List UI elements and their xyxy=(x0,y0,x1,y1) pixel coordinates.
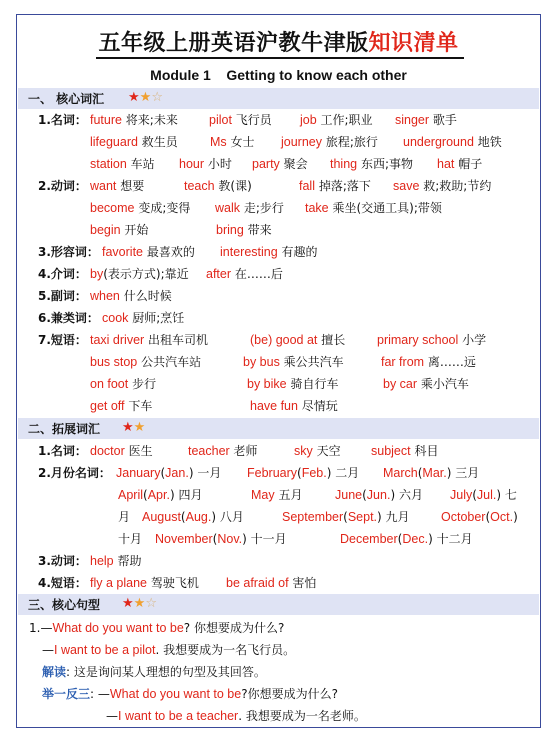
chinese-meaning: 一月 xyxy=(197,466,222,480)
page-title xyxy=(0,26,557,57)
star-full-icon: ★ xyxy=(122,596,134,611)
vocab-entry: March(Mar.) 三月 xyxy=(383,466,480,480)
vocab-entry: June(Jun.) 六月 xyxy=(335,488,423,502)
english-term: get off xyxy=(90,399,125,413)
vocab-entry xyxy=(226,573,316,593)
english-term: by bus xyxy=(243,355,280,369)
vocab-entry xyxy=(179,154,232,174)
chinese-meaning: 十月 xyxy=(118,532,143,546)
chinese-meaning: 小学 xyxy=(462,333,487,347)
chinese-meaning: : — xyxy=(90,687,110,701)
english-term: Mar. xyxy=(422,466,447,480)
english-term: September xyxy=(282,510,344,524)
chinese-meaning: 旅程;旅行 xyxy=(325,135,378,149)
english-term: January xyxy=(116,466,161,480)
chinese-meaning: — xyxy=(106,709,118,723)
vocab-entry xyxy=(377,330,486,350)
english-term: bring xyxy=(216,223,244,237)
english-term: party xyxy=(252,157,280,171)
nouns-row-1 xyxy=(38,110,538,130)
vocab-entry xyxy=(247,374,338,394)
english-term: Dec. xyxy=(402,532,429,546)
chinese-meaning: 走;步行 xyxy=(243,201,284,215)
chinese-meaning: 女士 xyxy=(230,135,255,149)
text-span: 知识清单 xyxy=(368,31,459,56)
english-term: Aug. xyxy=(185,510,212,524)
module-heading: Module 1 Getting to know each other xyxy=(150,67,407,83)
chinese-meaning: ? 你想要成为什么? xyxy=(183,621,285,635)
english-term: begin xyxy=(90,223,121,237)
english-term: by car xyxy=(383,377,418,391)
english-term: singer xyxy=(395,113,430,127)
rating-stars xyxy=(128,90,163,105)
chinese-meaning: 六月 xyxy=(398,488,423,502)
vocab-entry xyxy=(90,264,189,284)
category-label: 3.形容词： xyxy=(38,245,99,259)
section-2-header xyxy=(18,418,539,439)
vocab-entry xyxy=(393,176,491,196)
vocab-entry xyxy=(381,352,476,372)
multi-class-row xyxy=(38,308,538,328)
english-term: What do you want to be xyxy=(52,621,184,635)
vocab-entry: November(Nov.) 十一月 xyxy=(155,532,287,546)
vocab-entry: December(Dec.) 十二月 xyxy=(340,532,473,546)
phrases-row-1 xyxy=(38,330,538,350)
chinese-meaning: 带来 xyxy=(247,223,272,237)
vocab-entry xyxy=(383,374,469,394)
english-term: March xyxy=(383,466,418,480)
english-term: Apr. xyxy=(147,488,170,502)
english-term: future xyxy=(90,113,122,127)
category-label: 5.副词： xyxy=(38,289,87,303)
english-term: August xyxy=(142,510,181,524)
vocab-entry: October(Oct.) xyxy=(441,510,518,524)
chinese-meaning: 骑自行车 xyxy=(290,377,339,391)
star-half-icon: ★ xyxy=(139,90,152,105)
english-term: journey xyxy=(281,135,322,149)
vocab-entry xyxy=(118,507,130,527)
ext-phrases-row xyxy=(38,573,538,593)
chinese-meaning: 三月 xyxy=(455,466,480,480)
example-question xyxy=(42,684,542,704)
english-term: interesting xyxy=(220,245,278,259)
verbs-row-3 xyxy=(38,220,538,240)
vocab-entry xyxy=(243,352,344,372)
english-term: Jan. xyxy=(165,466,189,480)
phrases-row-3 xyxy=(38,374,538,394)
english-term: doctor xyxy=(90,444,125,458)
chinese-meaning: 掉落;落下 xyxy=(318,179,371,193)
vocab-entry xyxy=(300,110,373,130)
english-term: teach xyxy=(184,179,215,193)
english-term: primary school xyxy=(377,333,459,347)
english-term: favorite xyxy=(102,245,143,259)
chinese-meaning: . 我想要成为一名飞行员。 xyxy=(155,643,296,657)
english-term: hour xyxy=(179,157,205,171)
category-label: 1.名词： xyxy=(38,113,87,127)
english-term: bus stop xyxy=(90,355,138,369)
english-term: fall xyxy=(299,179,315,193)
vocab-entry xyxy=(102,308,184,328)
english-term: sky xyxy=(294,444,313,458)
chinese-meaning: 公共汽车站 xyxy=(141,355,202,369)
chinese-meaning: 天空 xyxy=(316,444,341,458)
english-term: station xyxy=(90,157,127,171)
section-1-header xyxy=(18,88,539,109)
english-term: want xyxy=(90,179,117,193)
chinese-meaning: 教(课) xyxy=(218,179,252,193)
vocab-entry: April(Apr.) 四月 xyxy=(118,488,203,502)
title-underline xyxy=(96,57,464,59)
chinese-meaning: ?你想要成为什么? xyxy=(241,687,338,701)
english-term: December xyxy=(340,532,398,546)
vocab-entry xyxy=(215,198,284,218)
english-term: taxi driver xyxy=(90,333,145,347)
chinese-meaning: 歌手 xyxy=(432,113,457,127)
vocab-entry xyxy=(188,441,258,461)
verbs-row-1 xyxy=(38,176,538,196)
english-term: help xyxy=(90,554,114,568)
english-term: teacher xyxy=(188,444,230,458)
chinese-meaning: 出租车司机 xyxy=(148,333,209,347)
chinese-meaning: 地铁 xyxy=(477,135,502,149)
chinese-meaning: 车站 xyxy=(130,157,155,171)
vocab-entry: July(Jul.) 七 xyxy=(450,488,517,502)
english-term: underground xyxy=(403,135,474,149)
vocab-entry xyxy=(330,154,413,174)
category-label: 2.月份名词： xyxy=(38,466,111,480)
nouns-row-3 xyxy=(38,154,538,174)
section-title: 二、拓展词汇 xyxy=(28,422,101,436)
vocab-entry xyxy=(90,396,152,416)
chinese-meaning: 最喜欢的 xyxy=(146,245,195,259)
chinese-meaning: 将来;未来 xyxy=(125,113,178,127)
chinese-meaning: 变成;变得 xyxy=(138,201,191,215)
chinese-meaning: 害怕 xyxy=(292,576,317,590)
chinese-meaning: 十一月 xyxy=(250,532,287,546)
nouns-row-2 xyxy=(38,132,538,152)
chinese-meaning: : 这是询问某人理想的句型及其回答。 xyxy=(66,665,266,679)
star-full-icon: ★ xyxy=(122,420,134,435)
category-label: 2.动词： xyxy=(38,179,87,193)
english-term: February xyxy=(247,466,298,480)
chinese-meaning: 离……远 xyxy=(427,355,476,369)
vocab-entry xyxy=(210,132,255,152)
chinese-meaning: 九月 xyxy=(385,510,410,524)
english-term: I want to be a pilot xyxy=(54,643,156,657)
chinese-meaning: 有趣的 xyxy=(281,245,318,259)
english-term: job xyxy=(300,113,317,127)
vocab-entry: September(Sept.) 九月 xyxy=(282,510,410,524)
category-label: 7.短语： xyxy=(38,333,87,347)
star-half-icon: ★ xyxy=(133,420,146,435)
star-full-icon: ★ xyxy=(128,90,140,105)
section-3-header xyxy=(18,594,539,615)
chinese-meaning: 在……后 xyxy=(234,267,283,281)
category-label: 6.兼类词： xyxy=(38,311,99,325)
vocab-entry xyxy=(90,551,141,571)
chinese-meaning: 乘公共汽车 xyxy=(283,355,344,369)
category-label: 4.介词： xyxy=(38,267,87,281)
vocab-entry xyxy=(118,529,142,549)
english-term: take xyxy=(305,201,329,215)
english-term: have fun xyxy=(250,399,298,413)
english-term: October xyxy=(441,510,486,524)
english-term: walk xyxy=(215,201,241,215)
chinese-meaning: 月 xyxy=(118,510,131,524)
phrases-row-2 xyxy=(38,352,538,372)
vocab-entry: February(Feb.) 二月 xyxy=(247,466,360,480)
chinese-meaning: 开始 xyxy=(124,223,149,237)
chinese-meaning: 老师 xyxy=(233,444,258,458)
chinese-meaning: 1.— xyxy=(29,621,53,635)
vocab-entry xyxy=(220,242,318,262)
chinese-meaning: (表示方式);靠近 xyxy=(103,267,189,281)
english-term: become xyxy=(90,201,135,215)
english-term: Nov. xyxy=(217,532,243,546)
months-row-3 xyxy=(38,507,538,527)
category-label: 1.名词： xyxy=(38,444,87,458)
vocab-entry xyxy=(299,176,371,196)
english-term: on foot xyxy=(90,377,129,391)
english-term: subject xyxy=(371,444,411,458)
english-term: hat xyxy=(437,157,455,171)
vocab-entry xyxy=(184,176,252,196)
chinese-meaning: 科目 xyxy=(414,444,439,458)
chinese-meaning: 五月 xyxy=(278,488,303,502)
chinese-meaning: 乘小汽车 xyxy=(420,377,469,391)
chinese-meaning: 聚会 xyxy=(283,157,308,171)
english-term: July xyxy=(450,488,473,502)
vocab-entry xyxy=(90,110,178,130)
vocab-entry xyxy=(90,198,190,218)
vocab-entry xyxy=(250,330,345,350)
note-label: 举一反三 xyxy=(42,687,91,701)
vocab-entry xyxy=(403,132,502,152)
chinese-meaning: 七 xyxy=(504,488,517,502)
english-term: What do you want to be xyxy=(109,687,242,701)
category-label: 3.动词： xyxy=(38,554,87,568)
chinese-meaning: 小时 xyxy=(207,157,232,171)
english-term: by bike xyxy=(247,377,287,391)
chinese-meaning: 十二月 xyxy=(436,532,473,546)
phrases-row-4 xyxy=(38,396,538,416)
chinese-meaning: 擅长 xyxy=(321,333,346,347)
english-term: fly a plane xyxy=(90,576,147,590)
english-term: save xyxy=(393,179,420,193)
vocab-entry xyxy=(90,352,201,372)
english-term: after xyxy=(206,267,232,281)
chinese-meaning: 救;救助;节约 xyxy=(423,179,492,193)
chinese-meaning: 下车 xyxy=(128,399,153,413)
chinese-meaning: 救生员 xyxy=(141,135,178,149)
star-empty-icon: ☆ xyxy=(151,90,163,105)
english-term: November xyxy=(155,532,213,546)
vocab-entry xyxy=(216,220,272,240)
vocab-entry xyxy=(90,220,148,240)
section-title: 一、 核心词汇 xyxy=(28,92,105,106)
english-term: I want to be a teacher xyxy=(118,709,239,723)
example-answer xyxy=(106,706,536,726)
chinese-meaning: 什么时候 xyxy=(123,289,172,303)
chinese-meaning: 帮助 xyxy=(117,554,142,568)
english-term: be afraid of xyxy=(226,576,289,590)
vocab-entry xyxy=(371,441,438,461)
rating-stars xyxy=(122,596,157,611)
english-term: lifeguard xyxy=(90,135,138,149)
chinese-meaning: 工作;职业 xyxy=(320,113,373,127)
sentence-answer xyxy=(42,640,542,660)
vocab-entry xyxy=(206,264,283,284)
note-label: 解读 xyxy=(42,665,67,679)
months-row-4 xyxy=(38,529,538,549)
vocab-entry xyxy=(90,441,153,461)
ext-verbs-row xyxy=(38,551,538,571)
vocab-entry xyxy=(294,441,341,461)
vocab-entry xyxy=(250,396,338,416)
english-term: June xyxy=(335,488,363,502)
english-term: Jul. xyxy=(476,488,497,502)
rating-stars xyxy=(122,420,145,435)
vocab-entry xyxy=(90,330,208,350)
star-empty-icon: ☆ xyxy=(145,596,157,611)
vocab-entry xyxy=(209,110,272,130)
ext-nouns-row xyxy=(38,441,538,461)
adverbs-row xyxy=(38,286,538,306)
vocab-entry xyxy=(251,485,302,505)
prepositions-row xyxy=(38,264,538,284)
explanation xyxy=(42,662,542,682)
english-term: Oct. xyxy=(490,510,514,524)
english-term: Sept. xyxy=(347,510,378,524)
vocab-entry xyxy=(305,198,442,218)
chinese-meaning: 东西;事物 xyxy=(360,157,413,171)
vocab-entry xyxy=(252,154,308,174)
category-label: 4.短语： xyxy=(38,576,87,590)
english-term: far from xyxy=(381,355,425,369)
chinese-meaning: 八月 xyxy=(219,510,244,524)
chinese-meaning: 厨师;烹饪 xyxy=(132,311,185,325)
english-term: Feb. xyxy=(301,466,327,480)
chinese-meaning: 帽子 xyxy=(458,157,483,171)
english-term: by xyxy=(90,267,104,281)
vocab-entry xyxy=(90,132,178,152)
vocab-entry xyxy=(90,374,156,394)
english-term: April xyxy=(118,488,144,502)
vocab-entry xyxy=(395,110,457,130)
text-span: 五年级上册英语沪教牛津版 xyxy=(98,31,369,56)
chinese-meaning: 步行 xyxy=(132,377,157,391)
english-term: (be) good at xyxy=(250,333,318,347)
chinese-meaning: . 我想要成为一名老师。 xyxy=(238,709,366,723)
english-term: when xyxy=(90,289,120,303)
chinese-meaning: 驾驶飞机 xyxy=(150,576,199,590)
months-row-1 xyxy=(38,463,538,483)
chinese-meaning: 乘坐(交通工具);带领 xyxy=(332,201,442,215)
chinese-meaning: 四月 xyxy=(178,488,203,502)
english-term: Jun. xyxy=(366,488,391,502)
chinese-meaning: 尽情玩 xyxy=(301,399,338,413)
vocab-entry: January(Jan.) 一月 xyxy=(116,466,222,480)
chinese-meaning: — xyxy=(42,643,54,657)
english-term: pilot xyxy=(209,113,232,127)
months-row-2 xyxy=(38,485,538,505)
verbs-row-2 xyxy=(38,198,538,218)
chinese-meaning: 医生 xyxy=(128,444,153,458)
english-term: cook xyxy=(102,311,129,325)
vocab-entry xyxy=(90,573,199,593)
chinese-meaning: 飞行员 xyxy=(235,113,272,127)
vocab-entry: August(Aug.) 八月 xyxy=(142,510,244,524)
english-term: thing xyxy=(330,157,358,171)
english-term: May xyxy=(251,488,275,502)
vocab-entry xyxy=(90,286,172,306)
section-title: 三、核心句型 xyxy=(28,598,101,612)
vocab-entry xyxy=(437,154,482,174)
sentence-question xyxy=(29,618,539,638)
vocab-entry xyxy=(102,242,195,262)
vocab-entry xyxy=(281,132,378,152)
english-term: Ms xyxy=(210,135,227,149)
vocab-entry xyxy=(90,176,144,196)
star-half-icon: ★ xyxy=(133,596,146,611)
chinese-meaning: 二月 xyxy=(335,466,360,480)
chinese-meaning: 想要 xyxy=(120,179,145,193)
adjectives-row xyxy=(38,242,538,262)
vocab-entry xyxy=(90,154,155,174)
